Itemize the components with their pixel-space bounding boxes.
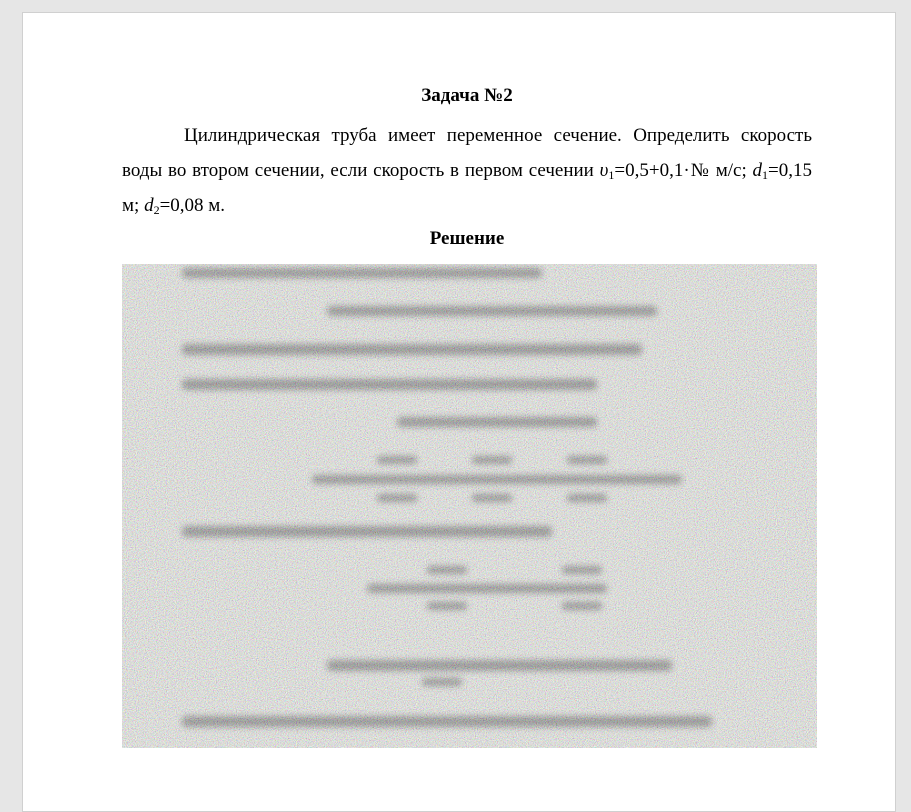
document-content — [122, 84, 812, 251]
problem-text: Цилиндрическая труба имеет переменное сечение. Определить скорость воды во втором сечении, если скорость в первом сечении — [122, 125, 812, 181]
diameter2-value: =0,08 м. — [159, 195, 226, 216]
diameter2-subscript: 2 — [153, 203, 160, 217]
diameter1-subscript: 1 — [762, 168, 769, 182]
problem-statement — [122, 118, 812, 223]
diameter1-value: =0,15 м; — [122, 160, 813, 216]
velocity-symbol: υ — [599, 160, 609, 181]
velocity-subscript: 1 — [608, 168, 615, 182]
diameter2-symbol: d — [144, 195, 154, 216]
velocity-value: =0,5+0,1·№ м/с; — [614, 160, 753, 181]
solution-title: Решение — [429, 228, 505, 249]
blurred-solution-scan-image — [122, 264, 817, 748]
problem-title: Задача №2 — [421, 85, 513, 106]
diameter1-symbol: d — [752, 160, 763, 181]
blurred-scan-image — [122, 264, 817, 748]
